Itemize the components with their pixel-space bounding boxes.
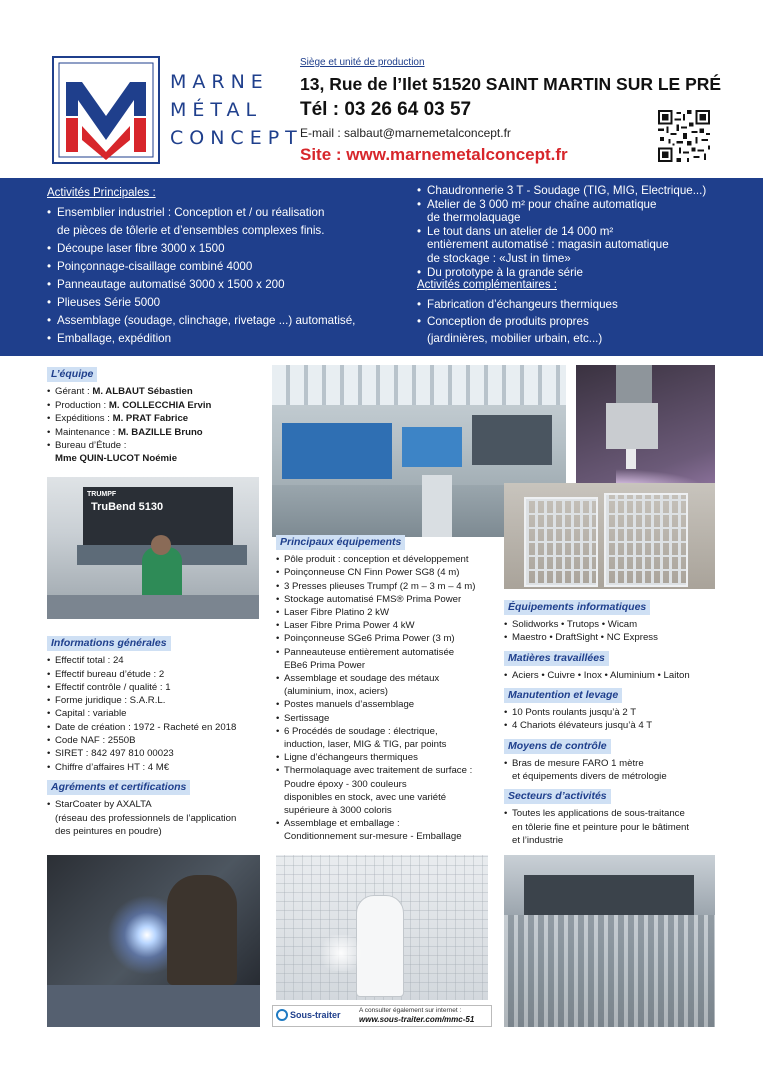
sectors-title: Secteurs d’activités <box>504 789 611 804</box>
equipment-item: • 6 Procédés de soudage : électrique, <box>276 725 498 738</box>
equipment-sub: Conditionnement sur-mesure - Emballage <box>284 831 462 843</box>
other-activities <box>417 184 747 347</box>
equipment-item: • Pôle produit : conception et développement <box>276 553 498 566</box>
equipment-item: • Stockage automatisé FMS® Prima Power <box>276 593 498 606</box>
equipment-sub: EBe6 Prima Power <box>284 659 366 671</box>
team-be-name: Mme QUIN-LUCOT Noémie <box>55 453 178 465</box>
team-row: • Production : M. COLLECCHIA Ervin <box>47 399 262 412</box>
equipment-item: • Laser Fibre Prima Power 4 kW <box>276 619 498 632</box>
control-title: Moyens de contrôle <box>504 739 611 754</box>
logo-line-2: MÉTAL <box>170 99 263 121</box>
logo-wordmark <box>170 68 303 152</box>
equipment-item: • Ligne d’échangeurs thermiques <box>276 751 498 764</box>
cert-sub: (réseau des professionnels de l’application <box>55 812 237 824</box>
team-section <box>47 367 262 466</box>
equipment-section <box>276 535 498 844</box>
info-item: • SIRET : 842 497 810 00023 <box>47 747 262 760</box>
cert-item: • StarCoater by AXALTA <box>47 798 262 811</box>
activities-band <box>0 178 763 356</box>
punching-photo <box>504 855 715 1027</box>
it-equipment-line: • Solidworks • Trutops • Wicam <box>504 618 719 631</box>
general-info-title: Informations générales <box>47 636 171 651</box>
phone: Tél : 03 26 64 03 57 <box>300 99 472 120</box>
handling-item: • 4 Chariots élévateurs jusqu’à 4 T <box>504 719 719 732</box>
list-item: • Emballage, expédition <box>47 330 407 348</box>
list-item: • Poinçonnage-cisaillage combiné 4000 <box>47 258 407 276</box>
team-row: • Bureau d’Étude : <box>47 439 262 452</box>
materials-line: • Aciers • Cuivre • Inox • Aluminium • Laiton <box>504 669 719 682</box>
consult-label: A consulter également sur internet : <box>359 1007 462 1014</box>
address: 13, Rue de l’Ilet 51520 SAINT MARTIN SUR LE PRÉ <box>300 74 722 94</box>
right-sections <box>504 600 719 847</box>
press-brake-photo <box>47 477 259 619</box>
general-info-section <box>47 636 262 838</box>
list-item-continuation: entièrement automatisé : magasin automatique <box>427 238 669 252</box>
equipment-title: Principaux équipements <box>276 535 405 550</box>
equipment-item: • Poinçonneuse SGe6 Prima Power (3 m) <box>276 632 498 645</box>
info-item: • Effectif contrôle / qualité : 1 <box>47 681 262 694</box>
list-item: • Plieuses Série 5000 <box>47 294 407 312</box>
team-row: • Gérant : M. ALBAUT Sébastien <box>47 385 262 398</box>
siege-label: Siège et unité de production <box>300 57 425 68</box>
equipment-sub: induction, laser, MIG & TIG, par points <box>284 739 447 751</box>
info-item: • Forme juridique : S.A.R.L. <box>47 694 262 707</box>
sectors-sub: en tôlerie fine et peinture pour le bâtiment <box>512 821 690 833</box>
info-item: • Chiffre d’affaires HT : 4 M€ <box>47 761 262 774</box>
equipment-item: • 3 Presses plieuses Trumpf (2 m – 3 m – 4 m) <box>276 580 498 593</box>
list-item: • Fabrication d’échangeurs thermiques <box>417 296 747 313</box>
list-item: • Assemblage (soudage, clinchage, rivetage ...) automatisé, <box>47 312 407 330</box>
team-row: • Expéditions : M. PRAT Fabrice <box>47 412 262 425</box>
equipment-item: • Poinçonneuse CN Finn Power SG8 (4 m) <box>276 566 498 579</box>
gear-icon <box>276 1009 288 1021</box>
badge-brand: Sous-traiter <box>290 1010 341 1020</box>
equipment-sub: supérieure à 3000 coloris <box>284 805 392 817</box>
main-activities-title: Activités Principales : <box>47 187 156 199</box>
it-equipment-line: • Maestro • DraftSight • NC Express <box>504 631 719 644</box>
cert-sub: des peintures en poudre) <box>55 825 162 837</box>
logo-m-icon <box>52 56 160 164</box>
info-item: • Effectif total : 24 <box>47 654 262 667</box>
painting-photo <box>276 855 488 1000</box>
equipment-item: • Assemblage et soudage des métaux <box>276 672 498 685</box>
list-item-continuation: de pièces de tôlerie et d’ensembles complexes finis. <box>57 224 325 237</box>
info-item: • Date de création : 1972 - Racheté en 2018 <box>47 721 262 734</box>
materials-title: Matières travaillées <box>504 651 609 666</box>
info-item: • Code NAF : 2550B <box>47 734 262 747</box>
welding-photo <box>47 855 260 1027</box>
team-title: L’équipe <box>47 367 97 382</box>
list-item: • Chaudronnerie 3 T - Soudage (TIG, MIG, Electrique...) <box>417 184 747 198</box>
list-item: • Atelier de 3 000 m² pour chaîne automatique <box>417 198 747 212</box>
consult-url[interactable]: www.sous-traiter.com/mmc-51 <box>359 1015 475 1024</box>
website-link[interactable]: Site : www.marnemetalconcept.fr <box>300 145 568 164</box>
list-item: • Panneautage automatisé 3000 x 1500 x 200 <box>47 276 407 294</box>
main-activities <box>47 184 407 348</box>
list-item-continuation: de thermolaquage <box>427 211 521 225</box>
certifications-title: Agréments et certifications <box>47 780 190 795</box>
machine-model: TruBend 5130 <box>91 501 164 513</box>
handling-item: • 10 Ponts roulants jusqu’à 2 T <box>504 706 719 719</box>
logo-line-3: CONCEPT <box>170 127 303 149</box>
equipment-item: • Thermolaquage avec traitement de surface : <box>276 764 498 777</box>
equipment-sub: (aluminium, inox, aciers) <box>284 686 388 698</box>
list-item: • Du prototype à la grande série <box>417 266 747 280</box>
list-item-continuation: de stockage : «Just in time» <box>427 251 571 265</box>
email[interactable]: E-mail : salbaut@marnemetalconcept.fr <box>300 126 511 140</box>
equipment-item: • Sertissage <box>276 712 498 725</box>
handling-title: Manutention et levage <box>504 688 622 703</box>
sous-traiter-badge[interactable] <box>272 1005 492 1027</box>
info-item: • Capital : variable <box>47 707 262 720</box>
equipment-item: • Laser Fibre Platino 2 kW <box>276 606 498 619</box>
equipment-item: • Postes manuels d’assemblage <box>276 698 498 711</box>
info-item: • Effectif bureau d’étude : 2 <box>47 668 262 681</box>
list-item: • Découpe laser fibre 3000 x 1500 <box>47 240 407 258</box>
sectors-sub: et l’industrie <box>512 834 564 846</box>
racks-photo <box>504 483 715 589</box>
list-item: • Conception de produits propres <box>417 313 747 330</box>
logo-line-1: MARNE <box>170 71 269 93</box>
equipment-sub: Poudre époxy - 300 couleurs <box>284 778 407 790</box>
complementary-title: Activités complémentaires : <box>417 279 557 292</box>
equipment-item: • Assemblage et emballage : <box>276 817 498 830</box>
equipment-item: • Panneauteuse entièrement automatisée <box>276 646 498 659</box>
equipment-sub: disponibles en stock, avec une variété <box>284 791 447 803</box>
sectors-item: • Toutes les applications de sous-traitance <box>504 807 719 820</box>
it-equipment-title: Équipements informatiques <box>504 600 650 615</box>
team-row: • Maintenance : M. BAZILLE Bruno <box>47 426 262 439</box>
list-item: • Le tout dans un atelier de 14 000 m² <box>417 225 747 239</box>
qr-code-icon[interactable] <box>658 110 710 162</box>
control-sub: et équipements divers de métrologie <box>512 771 667 783</box>
list-item-continuation: (jardinières, mobilier urbain, etc...) <box>427 331 603 345</box>
machine-brand: TRUMPF <box>87 491 117 498</box>
control-item: • Bras de mesure FARO 1 mètre <box>504 757 719 770</box>
list-item: • Ensemblier industriel : Conception et / ou réalisation <box>47 204 407 222</box>
